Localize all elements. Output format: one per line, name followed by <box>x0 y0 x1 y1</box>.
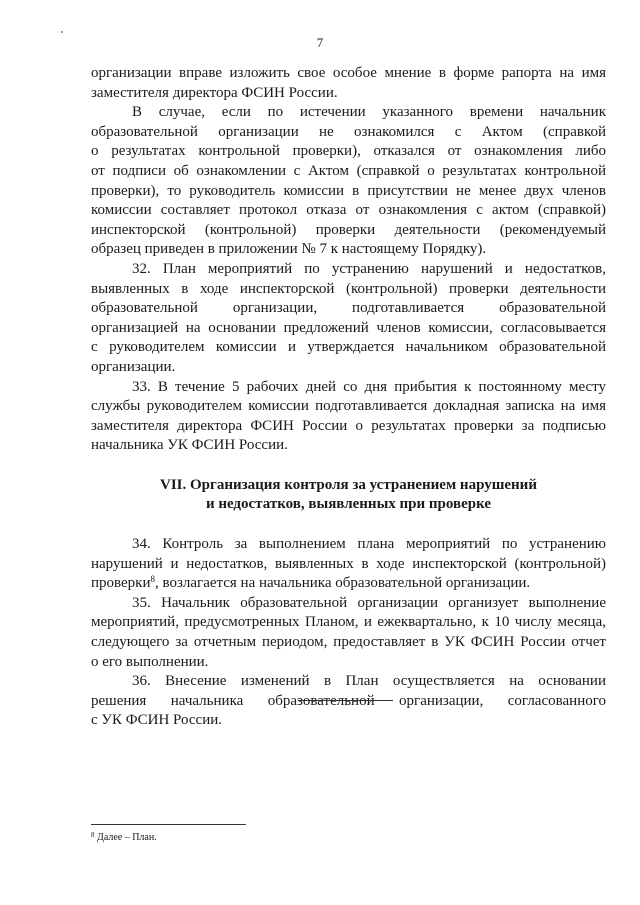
text-line: организацией на основании предложений членов комиссии, согласовывается <box>91 319 606 336</box>
text-line: 35. Начальник образовательной организации организует выполнение <box>132 594 606 611</box>
text-line <box>91 574 606 594</box>
scan-speck <box>61 31 63 33</box>
text-line: о его выполнении. <box>91 653 209 670</box>
footnote-text: Далее – План. <box>94 832 157 843</box>
text-line: о результатах контрольной проверки), отказался от ознакомления либо <box>91 143 606 160</box>
text-line: следующего за отчетным периодом, предоставляет в УК ФСИН России отчет <box>91 634 606 651</box>
document-body <box>91 64 606 731</box>
section-heading-line: и недостатков, выявленных при проверке <box>205 496 492 513</box>
text-line: 34. Контроль за выполнением плана мероприятий по устранению <box>132 536 606 553</box>
end-separator-line <box>298 700 393 701</box>
text-line: организации. <box>91 358 176 375</box>
section-heading-line: VII. Организация контроля за устранением нарушений <box>160 476 537 493</box>
text-line: образец приведен в приложении № 7 к настоящему Порядку). <box>91 241 487 258</box>
footnote <box>91 832 157 843</box>
text-line: начальника УК ФСИН России. <box>91 437 288 454</box>
text-line: мероприятий, предусмотренных Планом, и ежеквартально, к 10 числу месяца, <box>91 614 606 631</box>
text-line: образовательной организации не ознакомился с Актом (справкой <box>91 123 606 140</box>
text-line: с УК ФСИН России. <box>91 712 223 729</box>
text-line: комиссии составляет протокол отказа от ознакомления с актом (справкой) <box>91 202 606 219</box>
text-line: 33. В течение 5 рабочих дней со дня прибытия к постоянному месту <box>132 378 606 395</box>
text-line: решения начальника образовательной организации, согласованного <box>91 692 606 709</box>
text-line: нарушений и недостатков, выявленных в ходе инспекторской (контрольной) <box>91 555 606 572</box>
footnote-rule <box>91 824 246 825</box>
text-line: 36. Внесение изменений в План осуществляется на основании <box>132 673 606 690</box>
text-line: инспекторской (контрольной) проверки деятельности (рекомендуемый <box>91 221 606 238</box>
text-line: службы руководителем комиссии подготавливается докладная записка на имя <box>91 398 606 415</box>
text-fragment: , возлагается на начальника образовательной организации. <box>155 575 531 592</box>
text-line: В случае, если по истечении указанного времени начальник <box>132 104 606 121</box>
text-line: образовательной организации, подготавливается образовательной <box>91 300 606 317</box>
footnote-marker: 8 <box>91 831 95 839</box>
page-number: 7 <box>316 35 324 50</box>
text-line: с руководителем комиссии и утверждается начальником образовательной <box>91 339 606 356</box>
text-line: проверки), то руководитель комиссии в присутствии не менее двух членов <box>91 182 606 199</box>
text-line: заместителя директора ФСИН России о результатах проверки за подписью <box>91 417 606 434</box>
text-line: выявленных в ходе инспекторской (контрольной) проверки деятельности <box>91 280 606 297</box>
text-line: от подписи об ознакомлении с Актом (справкой о результатах контрольной <box>91 162 606 179</box>
footnote-reference: 8 <box>150 574 155 585</box>
text-fragment: проверки <box>91 575 151 592</box>
text-line: организации вправе изложить свое особое мнение в форме рапорта на имя <box>91 65 606 81</box>
text-line: 32. План мероприятий по устранению нарушений и недостатков, <box>132 260 606 277</box>
text-line: заместителя директора ФСИН России. <box>91 84 338 101</box>
